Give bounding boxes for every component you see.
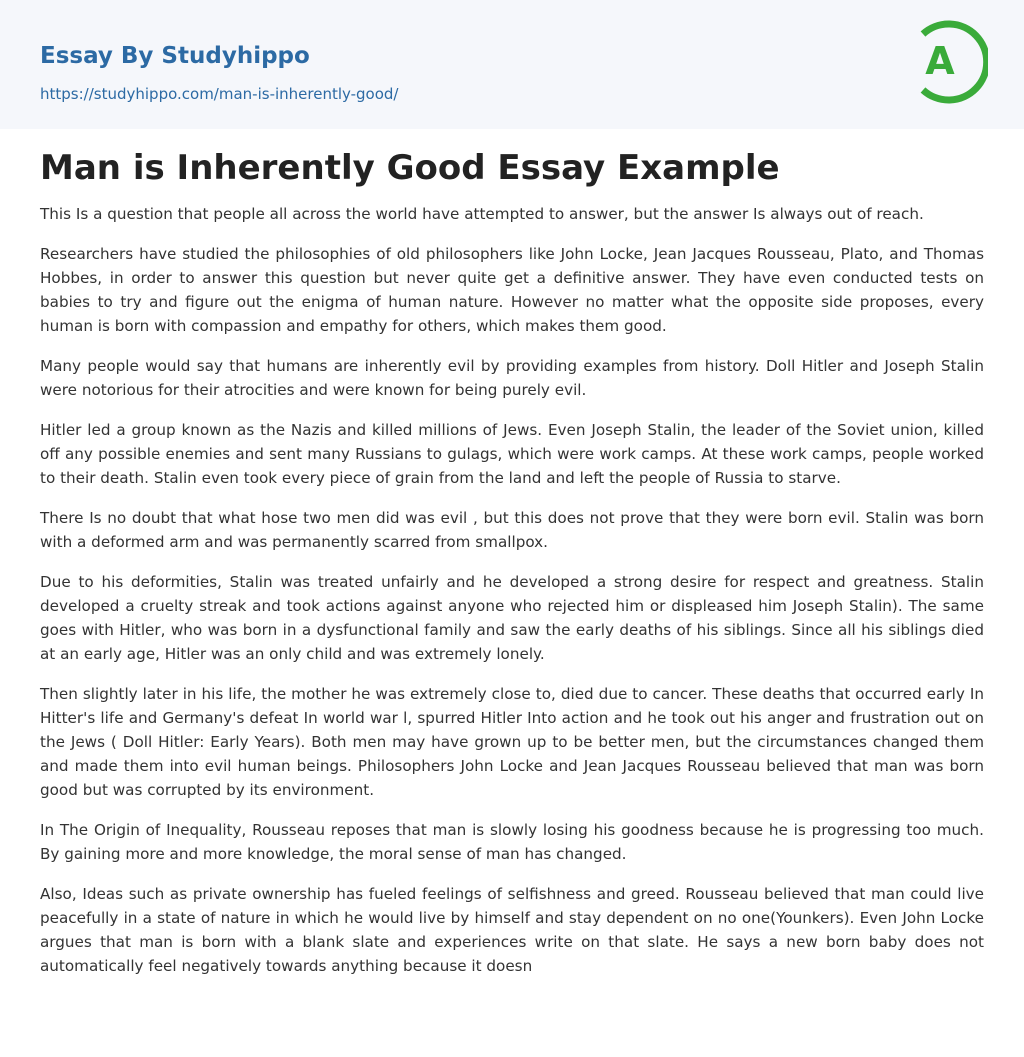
studyhippo-logo-icon[interactable]: [910, 18, 988, 106]
essay-paragraph: This Is a question that people all across the world have attempted to answer, but the answer Is always out of reach.: [40, 205, 924, 223]
essay-paragraph: Many people would say that humans are inherently evil by providing examples from history. Doll Hitler and Joseph Stalin were notorious for their atrocities and were known for being purely evil.: [40, 357, 984, 399]
site-title[interactable]: Essay By Studyhippo: [40, 43, 310, 69]
logo-letter: A: [925, 39, 955, 83]
site-header: [0, 0, 1024, 129]
essay-paragraph: In The Origin of Inequality, Rousseau reposes that man is slowly losing his goodness because he is progressing too much. By gaining more and more knowledge, the moral sense of man has changed.: [40, 821, 984, 863]
essay-paragraph: Researchers have studied the philosophies of old philosophers like John Locke, Jean Jacques Rousseau, Plato, and Thomas Hobbes, in order to answer this question but never quite get a definitive answer. They have even conducted tests on babies to try and figure out the enigma of human nature. However no matter what the opposite side proposes, every human is born with compassion and empathy for others, which makes them good.: [40, 245, 984, 335]
essay-paragraph: There Is no doubt that what hose two men did was evil , but this does not prove that they were born evil. Stalin was born with a deformed arm and was permanently scarred from smallpox.: [40, 509, 984, 551]
essay-content: [0, 129, 1024, 978]
essay-title: Man is Inherently Good Essay Example: [40, 148, 780, 188]
page-url-link[interactable]: https://studyhippo.com/man-is-inherently-good/: [40, 85, 399, 103]
essay-paragraph: Then slightly later in his life, the mother he was extremely close to, died due to cancer. These deaths that occurred early In Hitter's life and Germany's defeat In world war l, spurred Hitler Into action and he took out his anger and frustration out on the Jews ( Doll Hitler: Early Years). Both men may have grown up to be better men, but the circumstances changed them and made them into evil human beings. Philosophers John Locke and Jean Jacques Rousseau believed that man was born good but was corrupted by its environment.: [40, 685, 984, 799]
essay-paragraph: Hitler led a group known as the Nazis and killed millions of Jews. Even Joseph Stalin, the leader of the Soviet union, killed off any possible enemies and sent many Russians to gulags, which were work camps. At these work camps, people worked to their death. Stalin even took every piece of grain from the land and left the people of Russia to starve.: [40, 421, 984, 487]
essay-paragraph: Due to his deformities, Stalin was treated unfairly and he developed a strong desire for respect and greatness. Stalin developed a cruelty streak and took actions against anyone who rejected him or displeased him Joseph Stalin). The same goes with Hitler, who was born in a dysfunctional family and saw the early deaths of his siblings. Since all his siblings died at an early age, Hitler was an only child and was extremely lonely.: [40, 573, 984, 663]
essay-paragraph: Also, Ideas such as private ownership has fueled feelings of selfishness and greed. Rousseau believed that man could live peacefully in a state of nature in which he would live by himself and stay dependent on no one(Younkers). Even John Locke argues that man is born with a blank slate and experiences write on that slate. He says a new born baby does not automatically feel negatively towards anything because it doesn: [40, 885, 984, 975]
